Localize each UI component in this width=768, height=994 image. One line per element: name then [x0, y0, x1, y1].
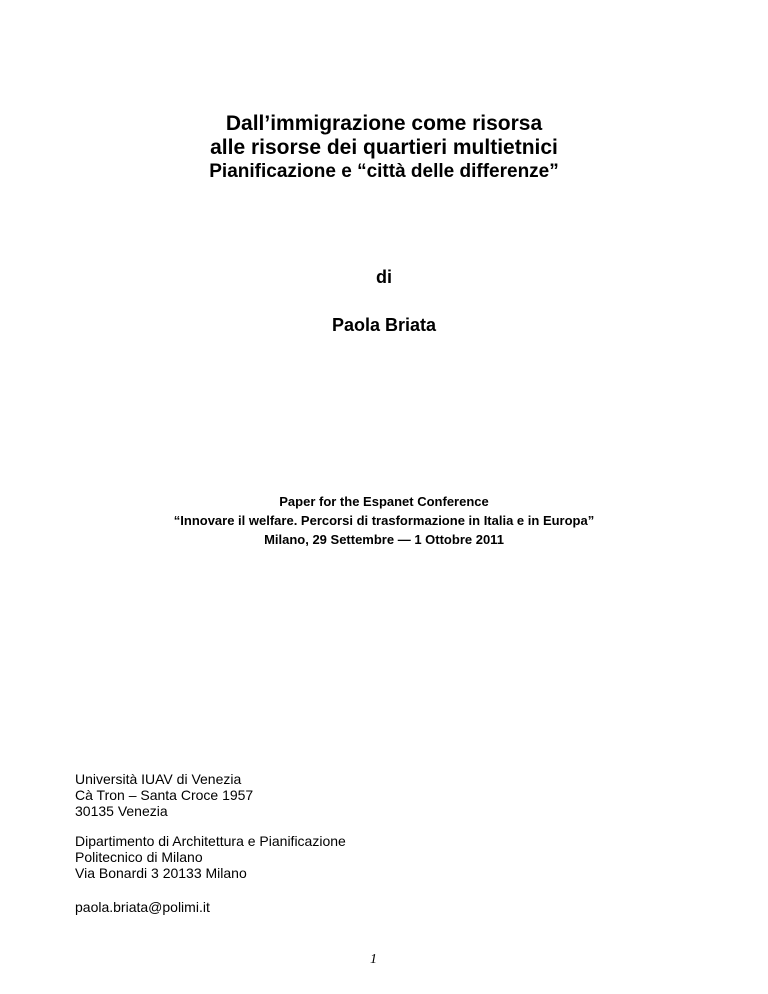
conference-line-2: “Innovare il welfare. Percorsi di trasformazione in Italia e in Europa”	[173, 513, 595, 528]
affiliation-line: 30135 Venezia	[75, 803, 168, 819]
title-block	[0, 112, 768, 184]
page-number: 1	[370, 952, 377, 967]
affiliation-iuav	[75, 771, 253, 819]
affiliation-line: Politecnico di Milano	[75, 849, 203, 865]
email-address: paola.briata@polimi.it	[75, 899, 210, 915]
author-name: Paola Briata	[331, 315, 437, 335]
conference-line-3: Milano, 29 Settembre — 1 Ottobre 2011	[264, 532, 504, 547]
subtitle: Pianificazione e “città delle differenze”	[209, 161, 559, 182]
conference-info	[0, 492, 768, 549]
affiliation-line: Cà Tron – Santa Croce 1957	[75, 787, 254, 803]
by-label: di	[376, 267, 392, 287]
affiliation-polimi	[75, 833, 346, 881]
title-line-1: Dall’immigrazione come risorsa	[225, 112, 543, 135]
title-line-2: alle risorse dei quartieri multietnici	[210, 136, 558, 159]
affiliation-line: Via Bonardi 3 20133 Milano	[75, 865, 247, 881]
affiliation-line: Università IUAV di Venezia	[75, 771, 242, 787]
affiliation-line: Dipartimento di Architettura e Pianificazione	[75, 833, 346, 849]
conference-line-1: Paper for the Espanet Conference	[279, 494, 489, 509]
